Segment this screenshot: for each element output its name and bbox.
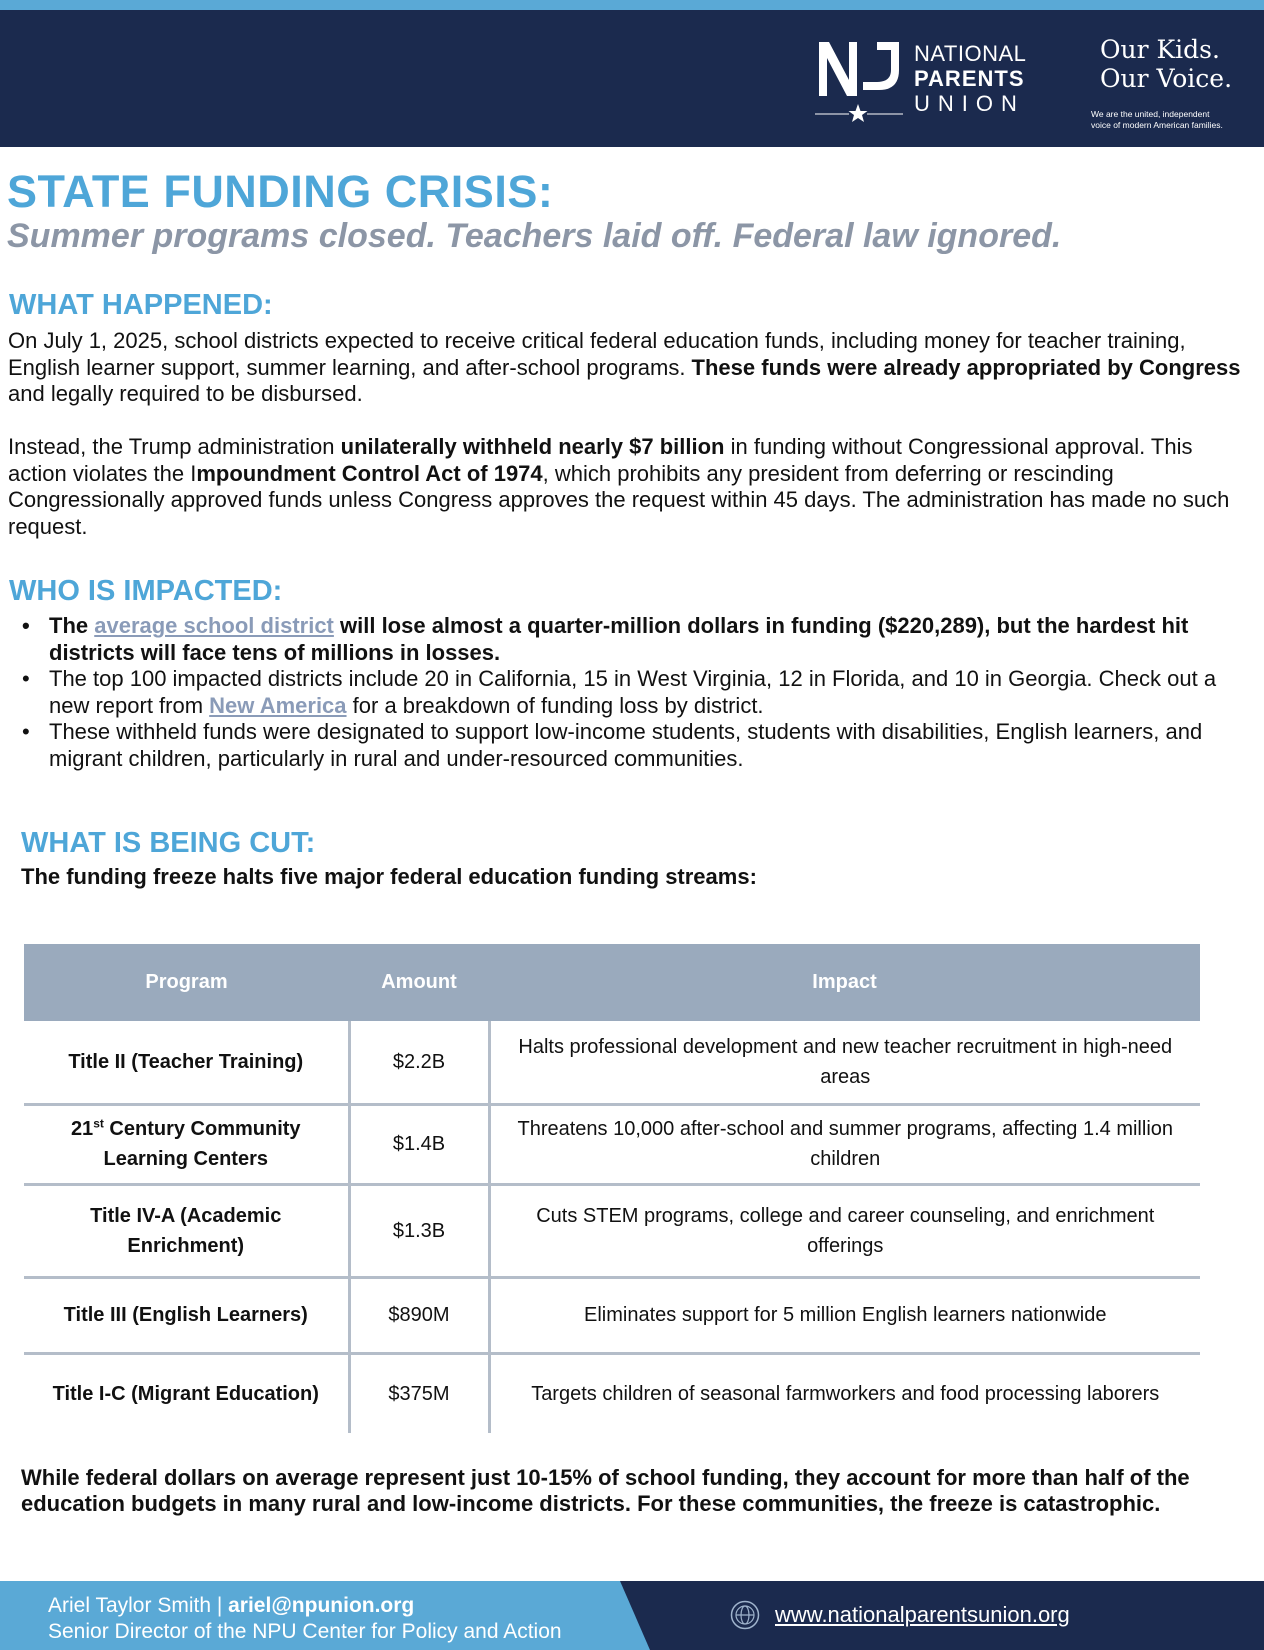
funding-streams-table [24, 944, 1200, 1433]
tagline-subtext-line-2: voice of modern American families. [1091, 120, 1223, 130]
contact-name: Ariel Taylor Smith | [48, 1594, 229, 1617]
impact-cell: Cuts STEM programs, college and career counseling, and enrichment offerings [489, 1184, 1200, 1277]
text-run: will lose almost a quarter-million dollars in funding ($220,289), but the hardest hit districts will face tens of millions in losses. [49, 613, 1189, 665]
contact-name-line [48, 1593, 562, 1619]
table-row [24, 1353, 1200, 1433]
program-cell [24, 1104, 349, 1184]
amount-cell: $375M [349, 1353, 489, 1433]
bold-text-run: mpoundment Control Act of 1974 [196, 460, 543, 486]
column-header-impact: Impact [489, 944, 1200, 1021]
bullet-icon: • [22, 613, 30, 638]
new-america-link[interactable]: New America [209, 692, 347, 718]
table-row [24, 1104, 1200, 1184]
table-row [24, 1184, 1200, 1277]
amount-cell: $890M [349, 1277, 489, 1353]
program-cell: Title II (Teacher Training) [24, 1021, 349, 1104]
list-item [22, 719, 1252, 772]
top-accent-stripe [0, 0, 1264, 10]
who-is-impacted-heading: WHO IS IMPACTED: [9, 575, 283, 607]
what-is-cut-lead: The funding freeze halts five major federal education funding streams: [21, 864, 757, 889]
amount-cell: $1.4B [349, 1104, 489, 1184]
impact-cell: Targets children of seasonal farmworkers and food processing laborers [531, 1382, 1160, 1405]
table-row [24, 1021, 1200, 1104]
globe-icon [730, 1600, 760, 1630]
text-run: On July 1, 2025, school districts expected to receive critical federal education funds, including money for teacher training, English learner support, summer learning, and after-school programs. [8, 328, 1186, 380]
text-run: The [49, 613, 95, 638]
page-title: STATE FUNDING CRISIS: [7, 166, 554, 217]
list-item [22, 666, 1252, 719]
bullet-icon: • [22, 719, 30, 744]
page-subtitle: Summer programs closed. Teachers laid off. Federal law ignored. [7, 217, 1062, 255]
logo-text-parents: PARENTS [914, 66, 1025, 91]
text-run: in funding without Congressional approval. This action violates the I [8, 434, 1193, 486]
tagline-subtext-line-1: We are the united, independent [1091, 109, 1210, 119]
table-header-row [24, 944, 1200, 1021]
list-item [22, 613, 1252, 666]
text-run: and legally required to be disbursed. [8, 381, 363, 406]
what-happened-heading: WHAT HAPPENED: [9, 289, 273, 321]
what-happened-paragraph-2 [8, 434, 1253, 540]
text-run: , which prohibits any president from deferring or rescinding Congressionally approved funds unless Congress approves the request within 45 days. The administration has made no such request. [8, 460, 1230, 539]
ordinal-superscript: st [93, 1116, 104, 1131]
bold-text-run: These funds were already appropriated by Congress [691, 354, 1241, 380]
program-cell: Title IV-A (Academic Enrichment) [24, 1184, 349, 1277]
tagline-subtext [1091, 109, 1251, 131]
text-run: The top 100 impacted districts include 20 in California, 15 in West Virginia, 12 in Florida, and 10 in Georgia. Check out a new report from [49, 666, 1217, 718]
bold-text-run: unilaterally withheld nearly $7 billion [340, 434, 725, 459]
text-run: 21 [70, 1118, 94, 1140]
what-happened-paragraph-1 [8, 328, 1253, 408]
amount-cell: $1.3B [349, 1184, 489, 1277]
column-header-program: Program [24, 944, 349, 1021]
tagline-line-1: Our Kids. [1100, 35, 1220, 64]
text-run: Instead, the Trump administration [8, 434, 341, 459]
impact-cell: Threatens 10,000 after-school and summer programs, affecting 1.4 million children [489, 1104, 1200, 1184]
table-row [24, 1277, 1200, 1353]
what-is-cut-heading: WHAT IS BEING CUT: [21, 827, 316, 859]
logo-text-national: NATIONAL [914, 41, 1027, 66]
contact-role: Senior Director of the NPU Center for Policy and Action [48, 1620, 562, 1643]
closing-statement: While federal dollars on average represent just 10-15% of school funding, they account for more than half of the education budgets in many rural and low-income districts. For these communities, the freeze is catastrophic. [21, 1465, 1190, 1516]
npu-logo[interactable] [815, 28, 1045, 128]
text-run: Century Community Learning Centers [103, 1118, 301, 1170]
tagline [1100, 35, 1232, 93]
tagline-line-2: Our Voice. [1100, 64, 1233, 93]
impact-cell: Halts professional development and new teacher recruitment in high-need areas [489, 1021, 1200, 1104]
page-footer [0, 1581, 1264, 1650]
text-run: for a breakdown of funding loss by district. [346, 692, 764, 718]
impact-bullet-list [22, 613, 1252, 772]
logo-text-union: UNION [914, 91, 1025, 116]
contact-info [48, 1593, 562, 1645]
npu-logo-mark-icon [815, 34, 903, 122]
impact-cell: Eliminates support for 5 million English learners nationwide [489, 1277, 1200, 1353]
text-run: These withheld funds were designated to support low-income students, students with disabilities, English learners, and migrant children, particularly in rural and under-resourced communities. [49, 719, 1203, 771]
program-cell: Title I-C (Migrant Education) [24, 1353, 349, 1433]
contact-email-link[interactable]: ariel@npunion.org [228, 1594, 415, 1617]
page-header [0, 10, 1264, 147]
amount-cell: $2.2B [349, 1021, 489, 1104]
column-header-amount: Amount [349, 944, 489, 1021]
bullet-icon: • [22, 666, 30, 691]
average-school-district-link[interactable]: average school district [94, 613, 334, 638]
website-link[interactable]: www.nationalparentsunion.org [775, 1602, 1070, 1627]
program-cell: Title III (English Learners) [24, 1277, 349, 1353]
